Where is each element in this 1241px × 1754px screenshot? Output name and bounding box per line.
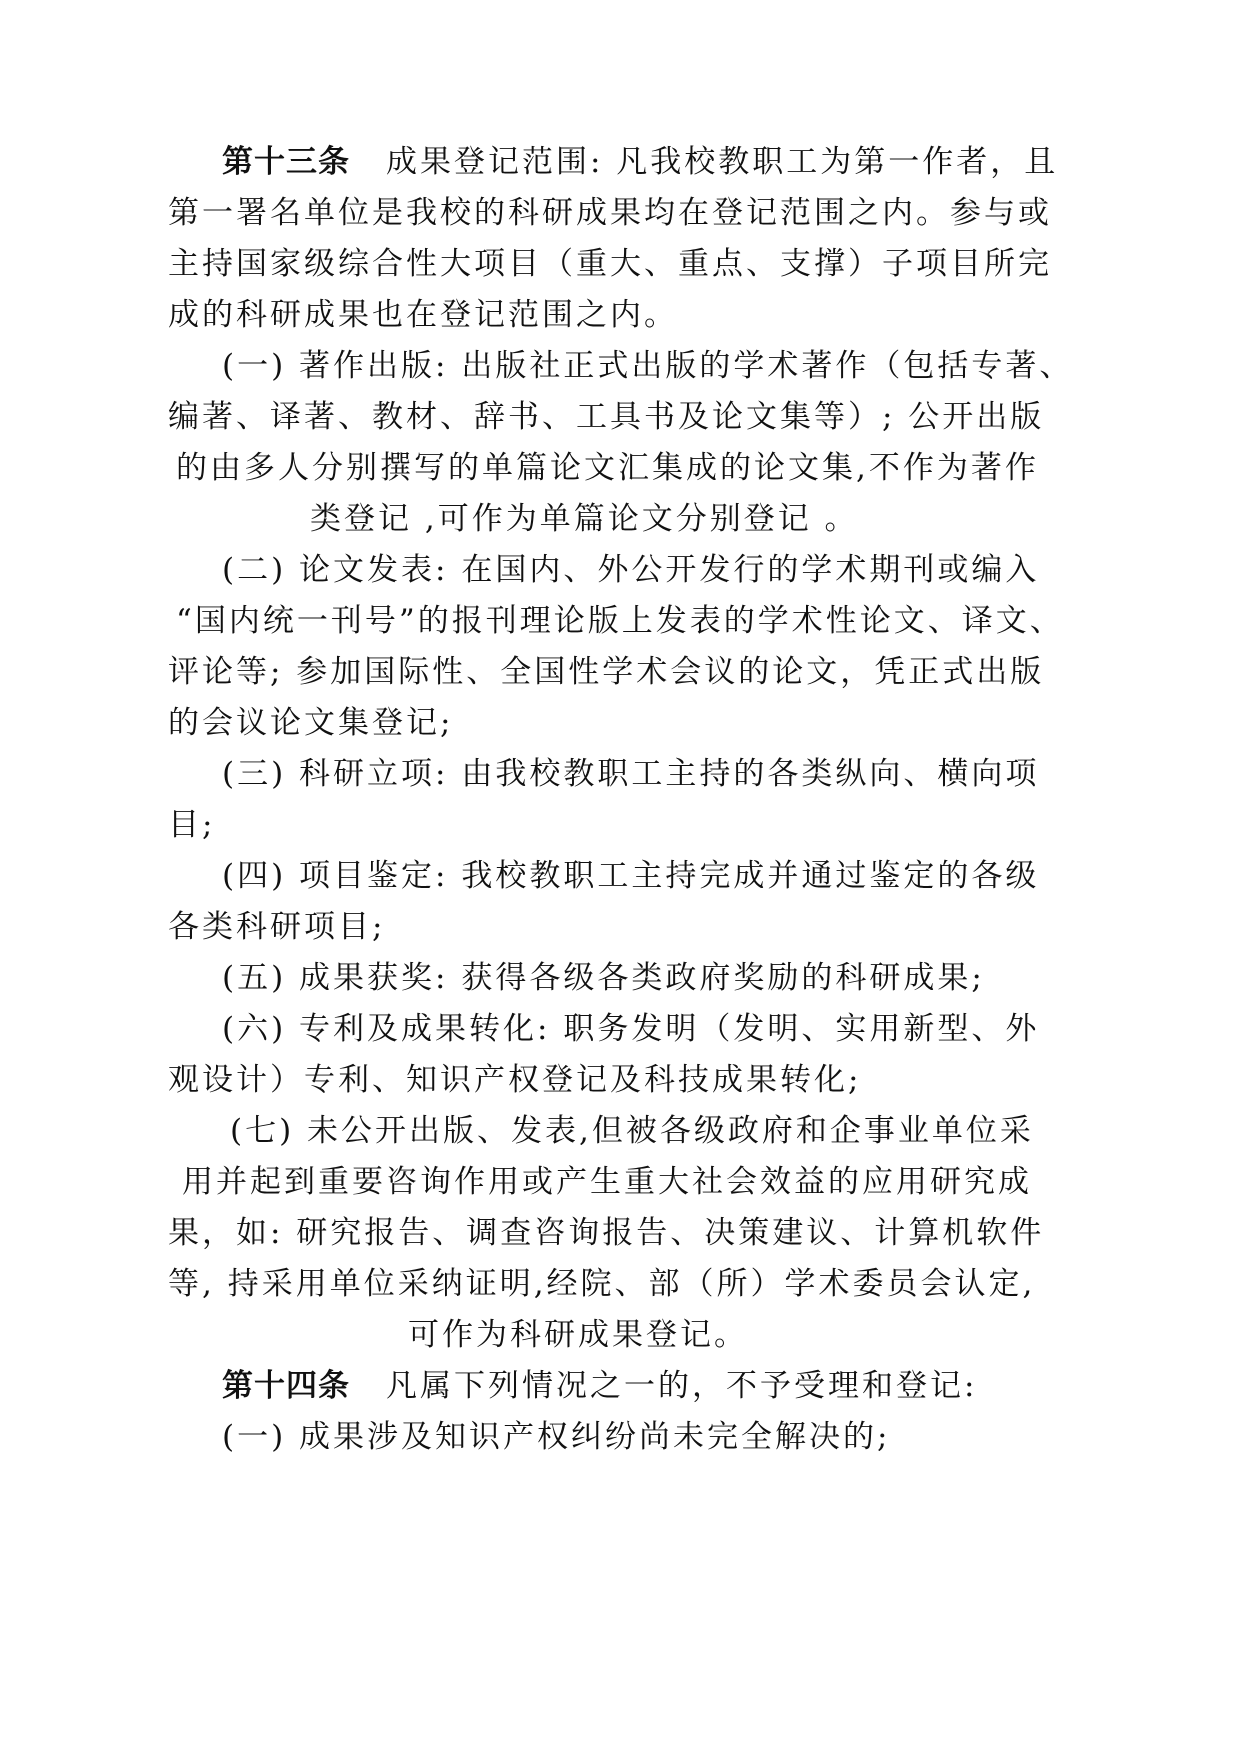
item-7-line-1: (七) 未公开出版、发表,但被各级政府和企事业单位采 — [230, 1113, 1034, 1149]
item-1-line-3: 的由多人分别撰写的单篇论文汇集成的论文集,不作为著作 — [176, 450, 1039, 486]
item-4-line-1: (四) 项目鉴定: 我校教职工主持完成并通过鉴定的各级 — [222, 858, 1040, 894]
article-13-line-4: 成的科研成果也在登记范围之内。 — [168, 297, 678, 333]
item-2-line-4: 的会议论文集登记; — [168, 705, 454, 741]
article-13-text: 成果登记范围: 凡我校教职工为第一作者，且 — [386, 144, 1059, 180]
item-1-line-4: 类登记 ,可作为单篇论文分别登记 。 — [310, 501, 859, 537]
article-14-item-1: (一) 成果涉及知识产权纠纷尚未完全解决的; — [222, 1419, 891, 1455]
item-2-line-1: (二) 论文发表: 在国内、外公开发行的学术期刊或编入 — [222, 552, 1040, 588]
item-7-line-2: 用并起到重要咨询作用或产生重大社会效益的应用研究成 — [182, 1164, 1032, 1200]
item-7-line-3: 果，如: 研究报告、调查咨询报告、决策建议、计算机软件 — [168, 1215, 1045, 1251]
article-13-line-2: 第一署名单位是我校的科研成果均在登记范围之内。参与或 — [168, 195, 1052, 231]
item-6-line-2: 观设计）专利、知识产权登记及科技成果转化; — [168, 1062, 862, 1098]
article-14-heading: 第十四条 — [222, 1368, 350, 1404]
item-7-line-4: 等, 持采用单位采纳证明,经院、部（所）学术委员会认定, — [168, 1266, 1036, 1302]
item-3-line-1: (三) 科研立项: 由我校教职工主持的各类纵向、横向项 — [222, 756, 1040, 792]
item-4-line-2: 各类科研项目; — [168, 909, 386, 945]
article-13-line-1 — [222, 142, 1058, 182]
article-13-line-3: 主持国家级综合性大项目（重大、重点、支撑）子项目所完 — [168, 246, 1052, 282]
item-6-line-1: (六) 专利及成果转化: 职务发明（发明、实用新型、外 — [222, 1011, 1040, 1047]
article-14-line-1 — [222, 1366, 977, 1406]
article-14-text: 凡属下列情况之一的，不予受理和登记: — [386, 1368, 978, 1404]
item-1-line-2: 编著、译著、教材、辞书、工具书及论文集等）; 公开出版 — [168, 399, 1045, 435]
item-7-line-5: 可作为科研成果登记。 — [408, 1317, 748, 1353]
item-3-line-2: 目; — [168, 807, 216, 843]
item-1-line-1: (一) 著作出版: 出版社正式出版的学术著作（包括专著、 — [222, 348, 1074, 384]
item-2-line-3: 评论等; 参加国际性、全国性学术会议的论文，凭正式出版 — [168, 654, 1045, 690]
article-13-heading: 第十三条 — [222, 144, 350, 180]
item-2-line-2: “国内统一刊号”的报刊理论版上发表的学术性论文、译文、 — [176, 603, 1064, 639]
item-5-line-1: (五) 成果获奖: 获得各级各类政府奖励的科研成果; — [222, 960, 985, 996]
